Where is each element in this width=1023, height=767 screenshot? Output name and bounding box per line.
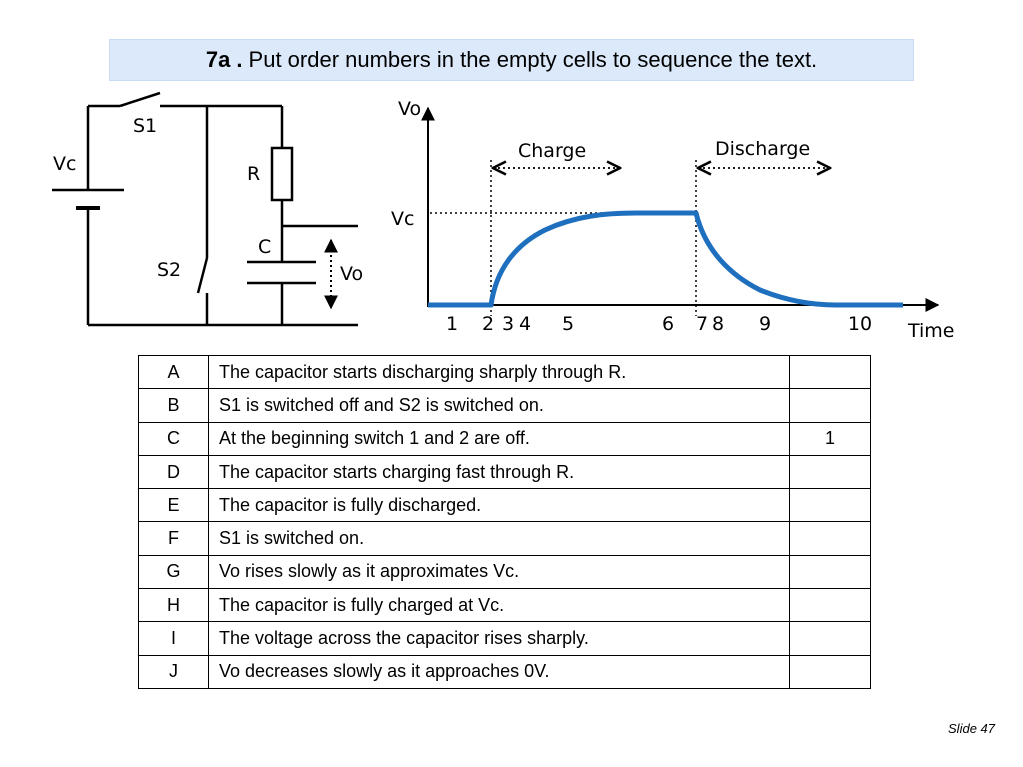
discharge-label: Discharge [715,138,811,160]
order-number-cell[interactable] [790,622,871,655]
table-row [139,555,871,588]
order-number-cell[interactable] [790,356,871,389]
switch-s1-label: S1 [133,115,158,137]
order-number-cell[interactable] [790,489,871,522]
order-number-cell[interactable] [790,389,871,422]
row-letter: B [139,389,209,422]
row-statement: The capacitor is fully discharged. [209,489,790,522]
time-tick-label: 5 [561,313,575,335]
title-prefix: 7a . [205,47,243,72]
table-row [139,622,871,655]
x-axis-label: Time [908,320,955,342]
title-text: Put order numbers in the empty cells to sequence the text. [248,47,818,72]
vc-level-label: Vc [391,208,415,230]
time-tick-label: 6 [661,313,675,335]
row-letter: C [139,422,209,455]
time-tick-label: 9 [758,313,772,335]
table-row [139,356,871,389]
row-letter: H [139,589,209,622]
table-row [139,522,871,555]
resistor-label: R [247,163,261,185]
supply-label: Vc [53,153,77,175]
row-letter: E [139,489,209,522]
y-axis-label: Vo [398,98,422,120]
table-row [139,422,871,455]
slide-number: Slide 47 [948,721,995,736]
time-tick-label: 7 [695,313,709,335]
capacitor-label: C [258,236,272,258]
sequence-table [138,355,871,689]
row-letter: D [139,455,209,488]
time-tick-label: 8 [711,313,725,335]
table-row [139,589,871,622]
row-letter: G [139,555,209,588]
time-tick-label: 1 [445,313,459,335]
time-tick-label: 2 [481,313,495,335]
circuit-diagram [52,93,358,325]
order-number-cell[interactable] [790,455,871,488]
switch-s1 [120,93,160,106]
row-letter: J [139,655,209,688]
row-statement: At the beginning switch 1 and 2 are off. [209,422,790,455]
row-statement: The voltage across the capacitor rises sharply. [209,622,790,655]
table-row [139,389,871,422]
order-number-cell[interactable] [790,522,871,555]
row-statement: The capacitor starts charging fast through R. [209,455,790,488]
charge-label: Charge [518,140,587,162]
row-statement: S1 is switched on. [209,522,790,555]
time-tick-label: 3 [501,313,515,335]
order-number-cell[interactable] [790,655,871,688]
row-statement: S1 is switched off and S2 is switched on. [209,389,790,422]
switch-s2 [198,258,207,293]
table-row [139,655,871,688]
order-number-cell[interactable] [790,589,871,622]
vo-curve [428,213,903,305]
row-statement: Vo rises slowly as it approximates Vc. [209,555,790,588]
order-number-cell[interactable]: 1 [790,422,871,455]
output-label: Vo [340,263,364,285]
row-letter: A [139,356,209,389]
resistor [272,148,292,200]
switch-s2-label: S2 [157,259,182,281]
table-row [139,489,871,522]
circuit-and-graph-figure [0,0,1023,350]
voltage-time-graph [428,108,938,316]
time-tick-labels [446,313,872,335]
row-statement: The capacitor is fully charged at Vc. [209,589,790,622]
row-letter: F [139,522,209,555]
row-letter: I [139,622,209,655]
row-statement: Vo decreases slowly as it approaches 0V. [209,655,790,688]
table-row [139,455,871,488]
row-statement: The capacitor starts discharging sharply through R. [209,356,790,389]
order-number-cell[interactable] [790,555,871,588]
time-tick-label: 10 [847,313,873,335]
time-tick-label: 4 [518,313,532,335]
